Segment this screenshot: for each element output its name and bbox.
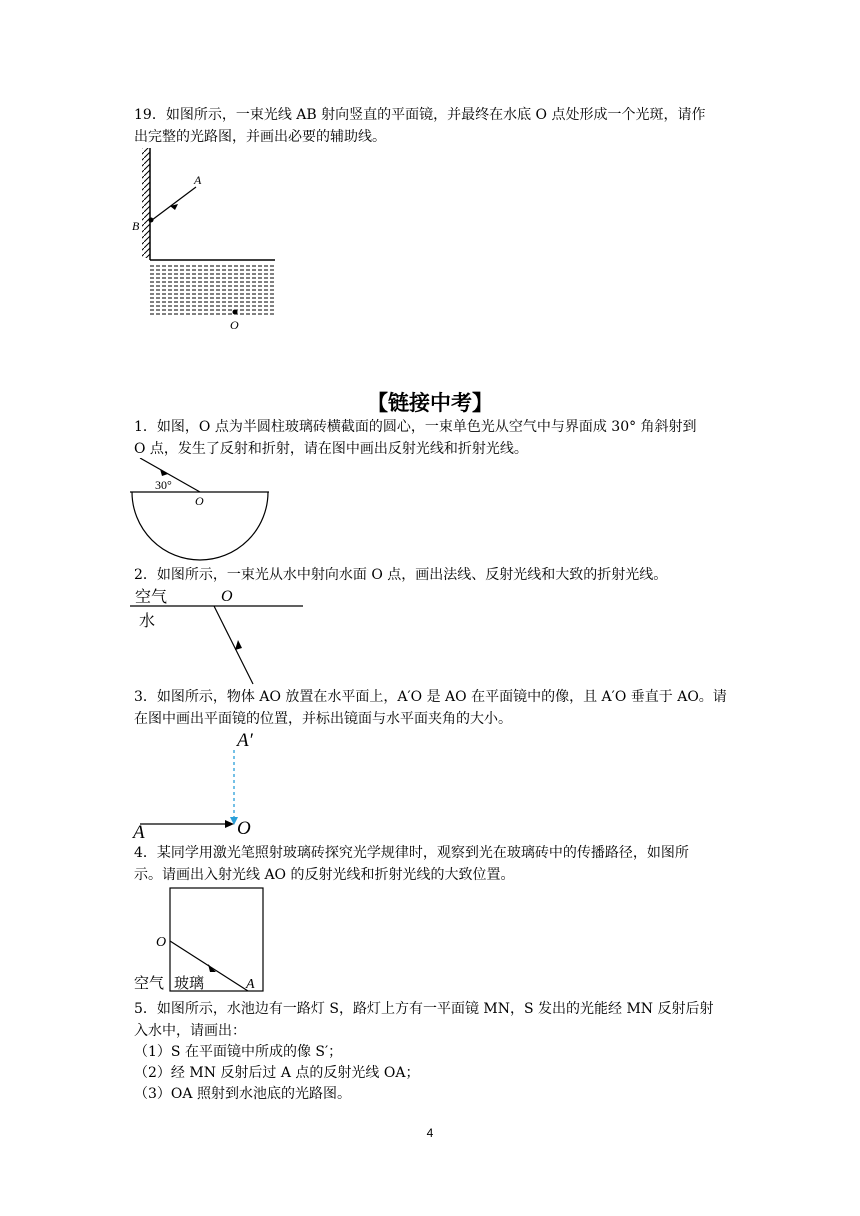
- label-o: O: [230, 318, 239, 332]
- q19-figure: [120, 140, 290, 340]
- q1-text-line2: O 点，发生了反射和折射，请在图中画出反射光线和折射光线。: [134, 441, 528, 457]
- q19-text-line2: 出完整的光路图，并画出必要的辅助线。: [134, 129, 386, 145]
- label-o: O: [156, 935, 167, 950]
- ray-ab: [152, 187, 196, 220]
- air-label: 空气: [135, 589, 168, 606]
- q5-item3: （3）OA 照射到水池底的光路图。: [134, 1086, 351, 1102]
- q1-text-line1: 1．如图，O 点为半圆柱玻璃砖横截面的圆心，一束单色光从空气中与界面成 30° 角斜射到: [134, 419, 697, 435]
- q5-item2: （2）经 MN 反射后过 A 点的反射光线 OA；: [134, 1065, 420, 1081]
- q2-figure: [125, 584, 310, 689]
- page-number: 4: [426, 1126, 434, 1140]
- q5-text-line2: 入水中，请画出：: [134, 1023, 246, 1039]
- q2-text-line1: 2．如图所示，一束光从水中射向水面 O 点，画出法线、反射光线和大致的折射光线。: [134, 567, 668, 583]
- label-a-prime: A′: [237, 730, 253, 751]
- label-a: A: [133, 822, 145, 840]
- water-region: [150, 264, 275, 316]
- incident-ray: [214, 606, 253, 684]
- label-a: A: [246, 977, 255, 992]
- label-o: O: [195, 494, 204, 508]
- mirror-hatching: [142, 148, 150, 258]
- ray-arrow: [235, 640, 242, 650]
- point-o: [233, 310, 238, 315]
- angle-label: 30°: [155, 478, 172, 492]
- q3-figure: [125, 728, 270, 840]
- q19-text-line1: 19．如图所示，一束光线 AB 射向竖直的平面镜，并最终在水底 O 点处形成一个光斑，请作: [134, 107, 706, 123]
- q4-text-line1: 4．某同学用激光笔照射玻璃砖探究光学规律时，观察到光在玻璃砖中的传播路径，如图所: [134, 845, 689, 861]
- label-a: A: [194, 173, 202, 187]
- point-b: [149, 218, 154, 223]
- ray-arrow: [208, 964, 216, 972]
- q5-text-line1: 5．如图所示，水池边有一路灯 S，路灯上方有一平面镜 MN，S 发出的光能经 MN 反射后射: [134, 1001, 714, 1017]
- q4-text-line2: 示。请画出入射光线 AO 的反射光线和折射光线的大致位置。: [134, 867, 515, 883]
- q1-figure: [125, 458, 275, 563]
- air-label: 空气: [134, 976, 165, 992]
- q3-text-line1: 3．如图所示，物体 AO 放置在水平面上，A′O 是 AO 在平面镜中的像，且 A′O 垂直于 AO。请: [134, 689, 727, 705]
- label-o: O: [221, 588, 233, 605]
- water-label: 水: [139, 613, 156, 630]
- label-o: O: [237, 818, 251, 839]
- section-title: 【链接中考】: [367, 391, 493, 415]
- q3-text-line2: 在图中画出平面镜的位置，并标出镜面与水平面夹角的大小。: [134, 711, 512, 727]
- q4-figure: [128, 884, 273, 994]
- glass-label: 玻璃: [174, 976, 205, 992]
- q5-item1: （1）S 在平面镜中所成的像 S′；: [134, 1044, 343, 1060]
- label-b: B: [132, 219, 140, 233]
